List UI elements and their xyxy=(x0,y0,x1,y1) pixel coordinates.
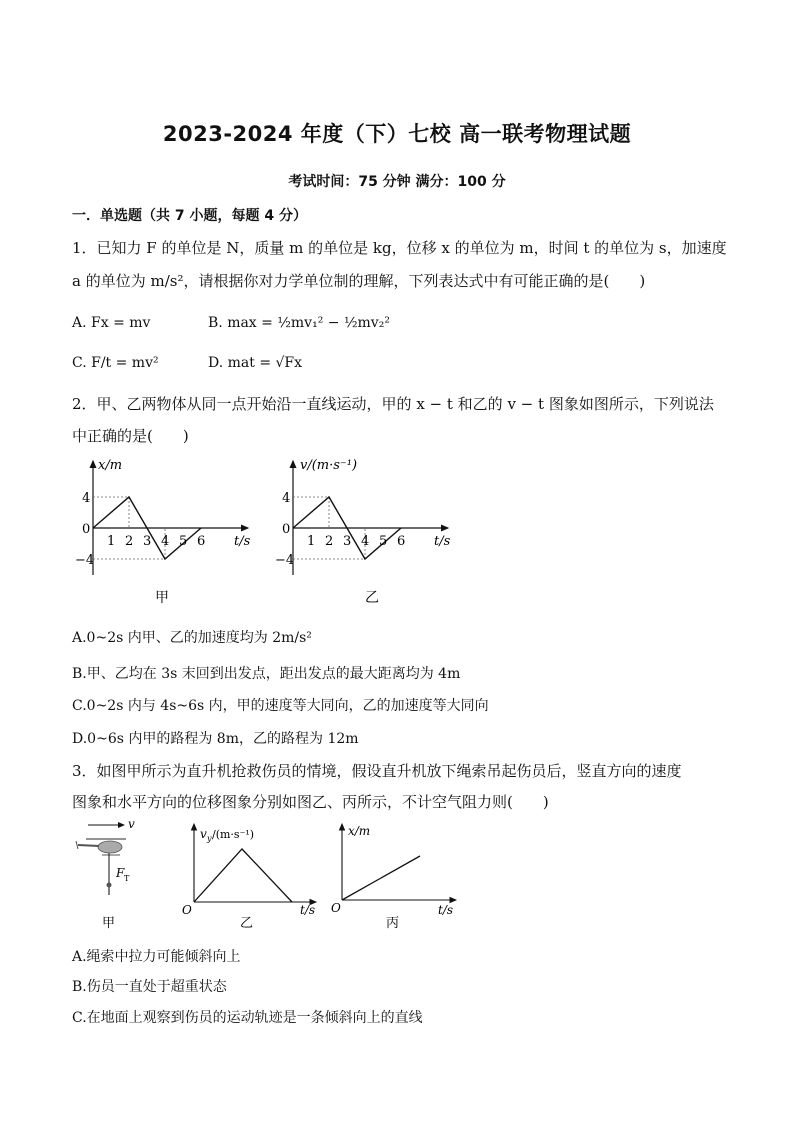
q1-stem-line2: a 的单位为 m/s²，请根据你对力学单位制的理解，下列表达式中有可能正确的是( ) xyxy=(72,272,646,290)
q1-option-b: B. max = ½mv₁² − ½mv₂² xyxy=(208,315,390,331)
x-tick-label: 4 xyxy=(361,534,370,549)
y-axis-subscript: y xyxy=(207,834,212,843)
y-tick-label: 0 xyxy=(282,522,291,537)
y-tick-label: −4 xyxy=(275,553,295,568)
y-tick-label: 4 xyxy=(82,491,91,506)
q2-option-b: B.甲、乙均在 3s 末回到出发点，距出发点的最大距离均为 4m xyxy=(72,666,461,682)
x-tick-label: 2 xyxy=(325,534,334,549)
tension-label: F xyxy=(116,866,125,880)
x-t-graph xyxy=(328,820,468,935)
x-tick-label: 3 xyxy=(143,534,152,549)
page-title: 2023-2024 年度（下）七校 高一联考物理试题 xyxy=(162,122,632,146)
x-tick-label: 4 xyxy=(161,534,170,549)
q1-option-c: C. F/t = mv² xyxy=(72,355,159,371)
section-heading: 一．单选题（共 7 小题，每题 4 分） xyxy=(72,208,307,224)
graph-caption: 甲 xyxy=(155,590,169,606)
q3-stem-line2: 图象和水平方向的位移图象分别如图乙、丙所示，不计空气阻力则( ) xyxy=(72,793,549,811)
x-tick-label: 6 xyxy=(197,534,206,549)
y-axis-unit: /(m·s⁻¹) xyxy=(212,828,255,841)
displacement-line xyxy=(342,856,420,900)
x-tick-label: 6 xyxy=(397,534,406,549)
x-axis-label: t/s xyxy=(434,534,451,549)
x-tick-label: 1 xyxy=(307,534,316,549)
q3-option-a: A.绳索中拉力可能倾斜向上 xyxy=(72,949,241,965)
q2-option-c: C.0~2s 内与 4s~6s 内，甲的速度等大同向，乙的加速度等大同向 xyxy=(72,698,489,714)
y-axis-label: v xyxy=(200,827,207,841)
vy-t-graph xyxy=(176,820,326,935)
helicopter-figure xyxy=(72,815,152,935)
y-tick-label: −4 xyxy=(75,553,95,568)
y-axis-label: x/m xyxy=(98,458,123,473)
x-axis-label: t/s xyxy=(300,903,316,917)
y-axis-label: v/(m·s⁻¹) xyxy=(300,458,358,473)
q1-stem-line1: 1．已知力 F 的单位是 N，质量 m 的单位是 kg，位移 x 的单位为 m，时间 t 的单位为 s，加速度 xyxy=(72,239,727,257)
x-axis-label: t/s xyxy=(438,903,454,917)
q2-stem-line1: 2．甲、乙两物体从同一点开始沿一直线运动，甲的 x − t 和乙的 v − t 图象如图所示，下列说法 xyxy=(72,395,714,413)
graph-yi xyxy=(275,455,468,615)
figure-caption: 丙 xyxy=(386,916,400,931)
x-tick-label: 5 xyxy=(379,534,388,549)
q3-option-c: C.在地面上观察到伤员的运动轨迹是一条倾斜向上的直线 xyxy=(72,1010,423,1026)
y-tick-label: 4 xyxy=(282,491,291,506)
q1-option-d: D. mat = √Fx xyxy=(208,355,303,371)
velocity-label: v xyxy=(128,817,135,831)
y-axis-label: x/m xyxy=(348,824,371,838)
tension-subscript: T xyxy=(124,874,130,883)
q2-option-a: A.0~2s 内甲、乙的加速度均为 2m/s² xyxy=(72,630,312,646)
origin-label: O xyxy=(182,903,192,917)
x-tick-label: 2 xyxy=(125,534,134,549)
x-tick-label: 3 xyxy=(343,534,352,549)
q1-option-a: A. Fx = mv xyxy=(72,315,151,331)
x-axis-label: t/s xyxy=(234,534,251,549)
q3-option-b: B.伤员一直处于超重状态 xyxy=(72,979,227,995)
x-tick-label: 5 xyxy=(179,534,188,549)
velocity-curve xyxy=(194,849,292,902)
graph-caption: 乙 xyxy=(365,590,379,606)
q2-option-d: D.0~6s 内甲的路程为 8m，乙的路程为 12m xyxy=(72,731,359,747)
q3-stem-line1: 3．如图甲所示为直升机抢救伤员的情境，假设直升机放下绳索吊起伤员后，竖直方向的速度 xyxy=(72,762,682,780)
q2-stem-line2: 中正确的是( ) xyxy=(72,427,189,445)
helicopter-icon xyxy=(76,839,126,855)
figure-caption: 乙 xyxy=(240,916,254,931)
person-icon xyxy=(107,883,112,896)
origin-label: O xyxy=(331,901,341,915)
figure-caption: 甲 xyxy=(102,916,116,931)
exam-info: 考试时间：75 分钟 满分：100 分 xyxy=(288,174,506,190)
y-tick-label: 0 xyxy=(82,522,91,537)
x-tick-label: 1 xyxy=(107,534,116,549)
graph-jia xyxy=(75,455,268,615)
